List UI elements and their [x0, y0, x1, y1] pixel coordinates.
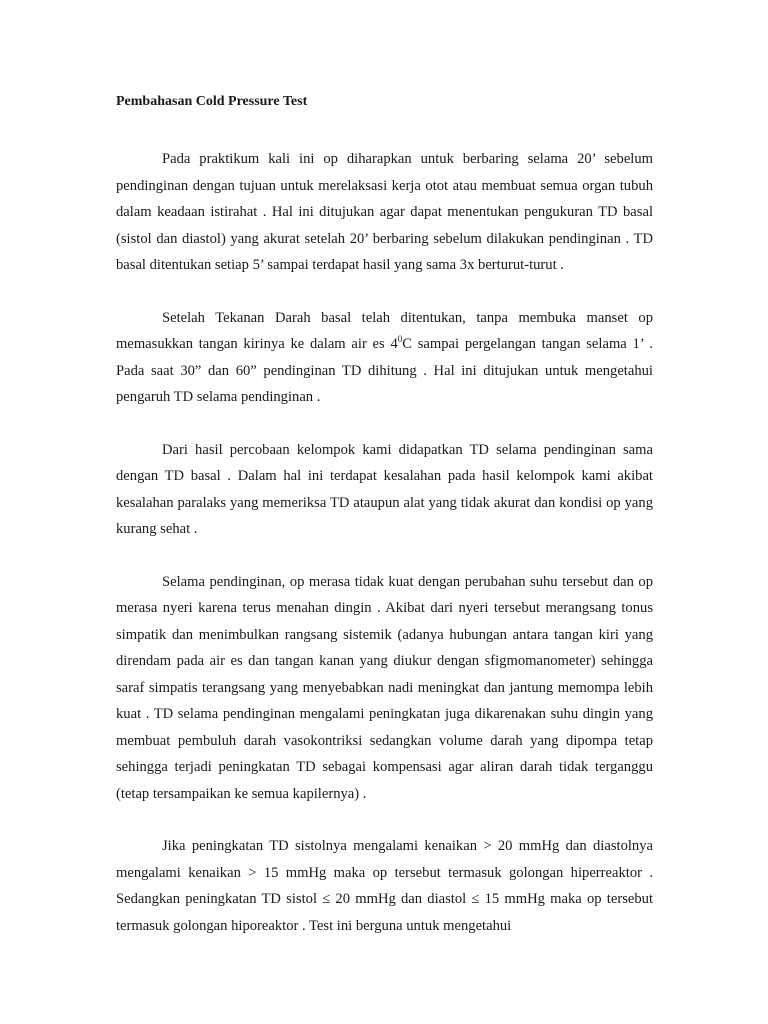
document-title: Pembahasan Cold Pressure Test — [116, 94, 308, 109]
paragraph-3: Dari hasil percobaan kelompok kami didapatkan TD selama pendinginan sama dengan TD basal . Dalam hal ini terdapat kesalahan pada hasil kelompok kami akibat kesalahan paralaks yang memeriksa TD ataupun alat yang tidak akurat dan kondisi op yang kurang sehat . — [116, 441, 653, 537]
degree-superscript: 0 — [397, 334, 403, 345]
paragraph-2-text-before: Setelah Tekanan Darah basal telah ditentukan, tanpa membuka manset op memasukkan tangan kirinya ke dalam air es 4 — [116, 309, 653, 352]
document-body — [116, 90, 653, 965]
paragraph-5: Jika peningkatan TD sistolnya mengalami kenaikan > 20 mmHg dan diastolnya mengalami kenaikan > 15 mmHg maka op tersebut termasuk golongan hiperreaktor . Sedangkan peningkatan TD sistol ≤ 20 mmHg dan diastol ≤ 15 mmHg maka op tersebut termasuk golongan hiporeaktor . Test ini berguna untuk mengetahui — [116, 838, 653, 934]
paragraph-2 — [116, 305, 653, 411]
paragraph-4: Selama pendinginan, op merasa tidak kuat dengan perubahan suhu tersebut dan op merasa nyeri karena terus menahan dingin . Akibat dari nyeri tersebut merangsang tonus simpatik dan menimbulkan rangsang sistemik (adanya hubungan antara tangan kiri yang direndam pada air es dan tangan kanan yang diukur dengan sfigmomanometer) sehingga saraf simpatis terangsang yang menyebabkan nadi meningkat dan jantung memompa lebih kuat . TD selama pendinginan mengalami peningkatan juga dikarenakan suhu dingin yang membuat pembuluh darah vasokontriksi sedangkan volume darah yang dipompa tetap sehingga terjadi peningkatan TD sebagai kompensasi agar aliran darah tidak terganggu (tetap tersampaikan ke semua kapilernya) . — [116, 573, 653, 802]
paragraph-2-text-after: C sampai pergelangan tangan selama 1’ . Pada saat 30” dan 60” pendinginan TD dihitung . Hal ini ditujukan untuk mengetahui pengaruh TD selama pendinginan . — [116, 336, 653, 405]
paragraph-1: Pada praktikum kali ini op diharapkan untuk berbaring selama 20’ sebelum pendinginan dengan tujuan untuk merelaksasi kerja otot atau membuat semua organ tubuh dalam keadaan istirahat . Hal ini ditujukan agar dapat menentukan pengukuran TD basal (sistol dan diastol) yang akurat setelah 20’ berbaring sebelum dilakukan pendinginan . TD basal ditentukan setiap 5’ sampai terdapat hasil yang sama 3x berturut-turut . — [116, 151, 653, 273]
